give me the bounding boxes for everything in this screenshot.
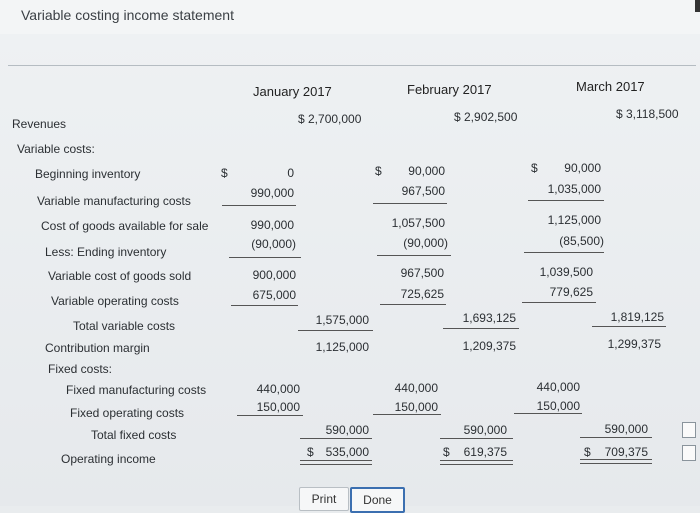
variable-manufacturing-costs-mar: 1,035,000 <box>547 182 601 196</box>
total-variable-costs-feb: 1,693,125 <box>462 311 516 325</box>
operating-income-currency-mar: $ <box>584 445 591 459</box>
underline-fop-feb <box>373 414 441 415</box>
ending-inventory-mar: (85,500) <box>559 234 604 248</box>
variable-manufacturing-costs-feb: 967,500 <box>401 184 445 198</box>
revenues-label: Revenues <box>12 117 67 131</box>
double-underline-oi-jan <box>300 460 372 465</box>
total-fixed-costs-jan: 590,000 <box>325 423 369 437</box>
underline-ending-inv-jan <box>229 257 301 258</box>
scroll-indicator <box>695 0 700 12</box>
currency-sign-jan: $ <box>221 166 228 180</box>
total-fixed-costs-mar: 590,000 <box>604 422 648 436</box>
cost-of-goods-available-jan: 990,000 <box>250 218 294 232</box>
total-variable-costs-jan: 1,575,000 <box>315 313 369 327</box>
underline-tvc-mar <box>592 326 666 327</box>
revenues-mar: $ 3,118,500 <box>616 107 679 121</box>
underline-fop-mar <box>514 413 582 414</box>
title-bar <box>0 0 700 35</box>
variable-cost-of-goods-sold-label: Variable cost of goods sold <box>48 269 192 283</box>
fixed-operating-costs-label: Fixed operating costs <box>70 406 185 420</box>
total-variable-costs-mar: 1,819,125 <box>610 310 664 324</box>
fixed-costs-label: Fixed costs: <box>48 362 113 376</box>
variable-operating-costs-feb: 725,625 <box>400 287 444 301</box>
variable-cost-of-goods-sold-mar: 1,039,500 <box>539 265 593 279</box>
variable-operating-costs-label: Variable operating costs <box>51 294 179 308</box>
month-header-february: February 2017 <box>407 82 492 97</box>
operating-income-mar: 709,375 <box>604 445 648 459</box>
beginning-inventory-mar: 90,000 <box>564 161 601 175</box>
underline-fop-jan <box>237 415 303 416</box>
variable-manufacturing-costs-jan: 990,000 <box>250 186 294 200</box>
fixed-operating-costs-jan: 150,000 <box>256 400 300 414</box>
cost-of-goods-available-mar: 1,125,000 <box>547 213 601 227</box>
currency-sign-feb: $ <box>375 164 382 178</box>
month-header-january: January 2017 <box>253 84 332 99</box>
ending-inventory-feb: (90,000) <box>403 236 448 250</box>
total-variable-costs-label: Total variable costs <box>73 319 176 333</box>
beginning-inventory-feb: 90,000 <box>408 164 445 178</box>
contribution-margin-label: Contribution margin <box>45 341 150 355</box>
beginning-inventory-jan: 0 <box>287 166 294 180</box>
underline-tfc-jan <box>300 438 372 439</box>
operating-income-jan: 535,000 <box>325 445 369 459</box>
print-button[interactable]: Print <box>299 487 349 511</box>
underline-vop-mar <box>522 302 596 303</box>
fixed-operating-costs-feb: 150,000 <box>394 400 438 414</box>
header-divider <box>8 65 696 66</box>
double-underline-oi-feb <box>440 460 513 465</box>
cost-of-goods-available-label: Cost of goods available for sale <box>41 219 209 233</box>
operating-income-currency-feb: $ <box>443 445 450 459</box>
underline-vop-feb <box>380 304 446 305</box>
underline-vmc-feb <box>373 203 447 204</box>
fixed-manufacturing-costs-feb: 440,000 <box>394 381 438 395</box>
beginning-inventory-label: Beginning inventory <box>35 167 141 181</box>
underline-ending-inv-feb <box>377 255 451 256</box>
total-fixed-costs-label: Total fixed costs <box>91 428 177 442</box>
variable-cost-of-goods-sold-jan: 900,000 <box>252 268 296 282</box>
operating-income-feb: 619,375 <box>463 445 507 459</box>
variable-operating-costs-jan: 675,000 <box>252 288 296 302</box>
underline-ending-inv-mar <box>524 252 604 253</box>
revenues-jan: $ 2,700,000 <box>298 112 362 126</box>
variable-operating-costs-mar: 779,625 <box>549 285 593 299</box>
month-header-march: March 2017 <box>576 79 645 94</box>
fixed-operating-costs-mar: 150,000 <box>536 399 580 413</box>
currency-sign-mar: $ <box>531 161 538 175</box>
underline-tvc-feb <box>443 328 519 329</box>
operating-income-currency-jan: $ <box>307 445 314 459</box>
underline-tvc-jan <box>298 330 373 331</box>
operating-income-label: Operating income <box>61 452 156 466</box>
contribution-margin-feb: 1,209,375 <box>462 339 516 353</box>
ending-inventory-label: Less: Ending inventory <box>45 245 167 259</box>
contribution-margin-mar: 1,299,375 <box>607 337 661 351</box>
underline-tfc-mar <box>580 437 652 438</box>
fixed-manufacturing-costs-jan: 440,000 <box>256 382 300 396</box>
underline-tfc-feb <box>440 438 513 439</box>
variable-cost-of-goods-sold-feb: 967,500 <box>400 266 444 280</box>
variable-costs-label: Variable costs: <box>17 142 95 156</box>
fixed-manufacturing-costs-mar: 440,000 <box>536 380 580 394</box>
underline-vop-jan <box>231 305 298 306</box>
revenues-feb: $ 2,902,500 <box>454 110 518 124</box>
ending-inventory-jan: (90,000) <box>251 237 296 251</box>
window-title: Variable costing income statement <box>21 7 234 23</box>
variable-manufacturing-costs-label: Variable manufacturing costs <box>37 194 191 208</box>
done-button[interactable]: Done <box>350 487 405 513</box>
fixed-manufacturing-costs-label: Fixed manufacturing costs <box>66 383 207 397</box>
cost-of-goods-available-feb: 1,057,500 <box>391 216 445 230</box>
answer-box-2[interactable] <box>682 445 696 461</box>
contribution-margin-jan: 1,125,000 <box>315 340 369 354</box>
double-underline-oi-mar <box>580 459 652 464</box>
underline-vmc-jan <box>222 205 296 206</box>
answer-box-1[interactable] <box>682 422 696 438</box>
underline-vmc-mar <box>528 200 604 201</box>
total-fixed-costs-feb: 590,000 <box>463 423 507 437</box>
